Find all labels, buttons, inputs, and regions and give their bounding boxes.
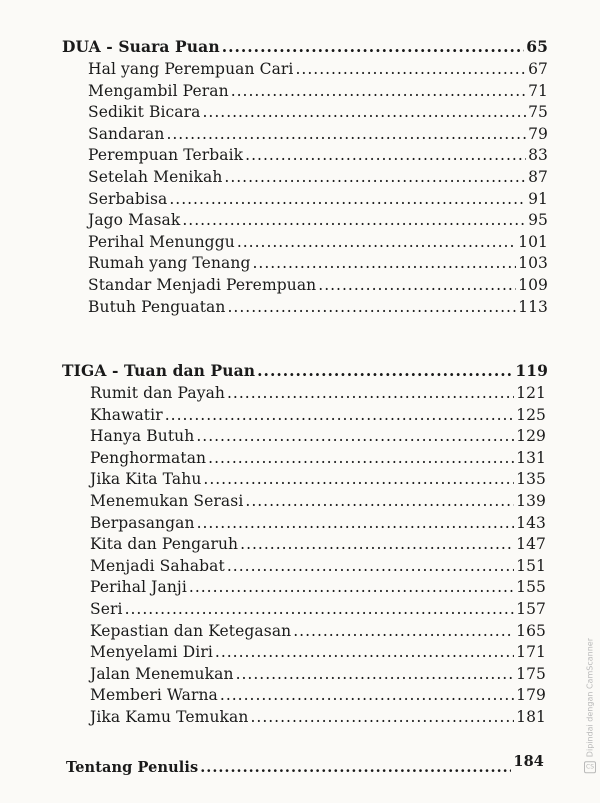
toc-entry[interactable] <box>90 599 546 619</box>
toc-entry[interactable] <box>90 405 546 425</box>
page-number: 175 <box>516 664 546 683</box>
dot-leader <box>208 448 514 468</box>
dot-leader <box>237 232 516 252</box>
entry-title: Rumit dan Payah <box>90 384 225 402</box>
toc-entry[interactable] <box>90 707 546 727</box>
dot-leader <box>166 124 526 144</box>
entry-title: Perihal Menunggu <box>88 232 235 251</box>
page-number: 181 <box>516 708 546 726</box>
entry-title: Menyelami Diri <box>90 643 213 662</box>
toc-entry[interactable] <box>90 642 546 662</box>
toc-entry[interactable] <box>90 383 546 403</box>
page-number: 71 <box>528 81 548 100</box>
toc-entry[interactable] <box>88 124 548 144</box>
toc-entry[interactable] <box>90 491 546 511</box>
page-number: 184 <box>513 753 544 770</box>
page-number: 131 <box>516 448 546 467</box>
toc-entry[interactable] <box>88 210 548 230</box>
dot-leader <box>189 577 514 597</box>
entry-title: Menjadi Sahabat <box>90 556 225 575</box>
dot-leader <box>215 642 514 662</box>
entry-title: Jika Kita Tahu <box>90 470 202 489</box>
toc-entry[interactable] <box>90 664 546 684</box>
dot-leader <box>220 685 514 705</box>
page-number: 125 <box>516 405 546 424</box>
toc-entry[interactable] <box>90 621 546 641</box>
dot-leader <box>203 469 514 489</box>
toc-entry[interactable] <box>88 167 548 187</box>
toc-entry[interactable] <box>88 102 548 122</box>
dot-leader <box>245 145 526 165</box>
toc-entry[interactable] <box>90 448 546 468</box>
closing-entry[interactable] <box>66 753 544 778</box>
entry-title: Khawatir <box>90 405 163 424</box>
page-number: 155 <box>516 578 546 597</box>
dot-leader <box>125 599 515 619</box>
entry-title: Perihal Janji <box>90 578 187 597</box>
chapter-title: TIGA - Tuan dan Puan <box>62 361 256 380</box>
toc-entry[interactable] <box>90 426 546 446</box>
dot-leader <box>227 556 514 576</box>
page-number: 95 <box>528 211 548 230</box>
entry-title: Rumah yang Tenang <box>88 254 251 273</box>
page-number: 165 <box>516 621 546 640</box>
scanner-watermark <box>584 638 596 773</box>
page-number: 119 <box>515 361 548 380</box>
page-number: 79 <box>528 124 548 143</box>
page-number: 129 <box>516 427 546 446</box>
entry-title: Standar Menjadi Perempuan <box>88 276 317 294</box>
entry-title: Setelah Menikah <box>88 168 223 186</box>
entry-title: Seri <box>90 600 123 618</box>
entry-title: Hanya Butuh <box>90 427 195 446</box>
toc-entry[interactable] <box>88 253 548 273</box>
dot-leader <box>182 210 526 230</box>
toc-entry[interactable] <box>90 469 546 489</box>
chapter-title: DUA - Suara Puan <box>62 37 220 56</box>
page-number: 67 <box>528 60 548 78</box>
entry-title: Jalan Menemukan <box>90 664 234 683</box>
entry-title: Menemukan Serasi <box>90 492 244 510</box>
dot-leader <box>245 491 514 511</box>
toc-entry[interactable] <box>90 577 546 597</box>
page-number: 179 <box>516 686 546 705</box>
page-number: 121 <box>516 384 546 402</box>
toc-entry[interactable] <box>90 556 546 576</box>
entry-title: Jika Kamu Temukan <box>90 708 249 726</box>
chapter-entry-tiga[interactable] <box>62 361 548 381</box>
dot-leader <box>169 189 526 209</box>
dot-leader <box>250 707 514 727</box>
dot-leader <box>227 383 514 403</box>
watermark-text: Dipindai dengan CamScanner <box>585 637 595 757</box>
dot-leader <box>203 102 527 122</box>
page-number: 157 <box>516 600 546 618</box>
toc-entry[interactable] <box>88 145 548 165</box>
entry-title: Memberi Warna <box>90 686 218 705</box>
entry-title: Kita dan Pengaruh <box>90 535 239 554</box>
dot-leader <box>224 167 526 187</box>
toc-entry[interactable] <box>88 81 548 101</box>
dot-leader <box>293 621 514 641</box>
dot-leader <box>231 81 526 101</box>
dot-leader <box>295 59 526 79</box>
page-number: 65 <box>526 37 548 56</box>
page-number: 113 <box>518 297 548 316</box>
closing-title: Tentang Penulis <box>66 759 199 776</box>
page-number: 83 <box>528 146 548 165</box>
toc-entry[interactable] <box>90 534 546 554</box>
entry-title: Hal yang Perempuan Cari <box>88 60 294 78</box>
page-number: 171 <box>516 643 546 662</box>
toc-entry[interactable] <box>90 685 546 705</box>
page-number: 109 <box>518 276 548 294</box>
page-number: 143 <box>516 513 546 532</box>
toc-entry[interactable] <box>88 232 548 252</box>
dot-leader <box>196 426 514 446</box>
toc-entry[interactable] <box>90 513 546 533</box>
dot-leader <box>236 664 515 684</box>
entry-title: Sedikit Bicara <box>88 103 201 122</box>
entry-title: Butuh Penguatan <box>88 297 226 316</box>
entry-title: Jago Masak <box>88 211 181 230</box>
dot-leader <box>222 37 525 57</box>
page-number: 151 <box>516 556 546 575</box>
entry-title: Mengambil Peran <box>88 81 229 100</box>
toc-entry[interactable] <box>88 275 548 295</box>
entry-title: Serbabisa <box>88 189 168 208</box>
page-number: 147 <box>516 535 546 554</box>
page-number: 103 <box>518 254 548 273</box>
toc-entry[interactable] <box>88 189 548 209</box>
page-number: 101 <box>518 232 548 251</box>
page-number: 75 <box>528 103 548 122</box>
entry-title: Berpasangan <box>90 513 195 532</box>
page-number: 87 <box>528 168 548 186</box>
dot-leader <box>318 275 516 295</box>
dot-leader <box>197 513 515 533</box>
toc-entry[interactable] <box>88 59 548 79</box>
dot-leader <box>257 361 513 381</box>
page-number: 135 <box>516 470 546 489</box>
page-number: 91 <box>528 189 548 208</box>
entry-title: Kepastian dan Ketegasan <box>90 621 292 640</box>
dot-leader <box>240 534 514 554</box>
page-number: 139 <box>516 492 546 510</box>
entry-title: Sandaran <box>88 124 165 143</box>
dot-leader <box>200 758 511 778</box>
chapter-entry-dua[interactable] <box>62 37 548 57</box>
camscanner-icon: CS <box>584 761 596 773</box>
dot-leader <box>165 405 514 425</box>
toc-entry[interactable] <box>88 297 548 317</box>
entry-title: Perempuan Terbaik <box>88 146 244 165</box>
dot-leader <box>227 297 516 317</box>
entry-title: Penghormatan <box>90 448 207 467</box>
dot-leader <box>252 253 516 273</box>
